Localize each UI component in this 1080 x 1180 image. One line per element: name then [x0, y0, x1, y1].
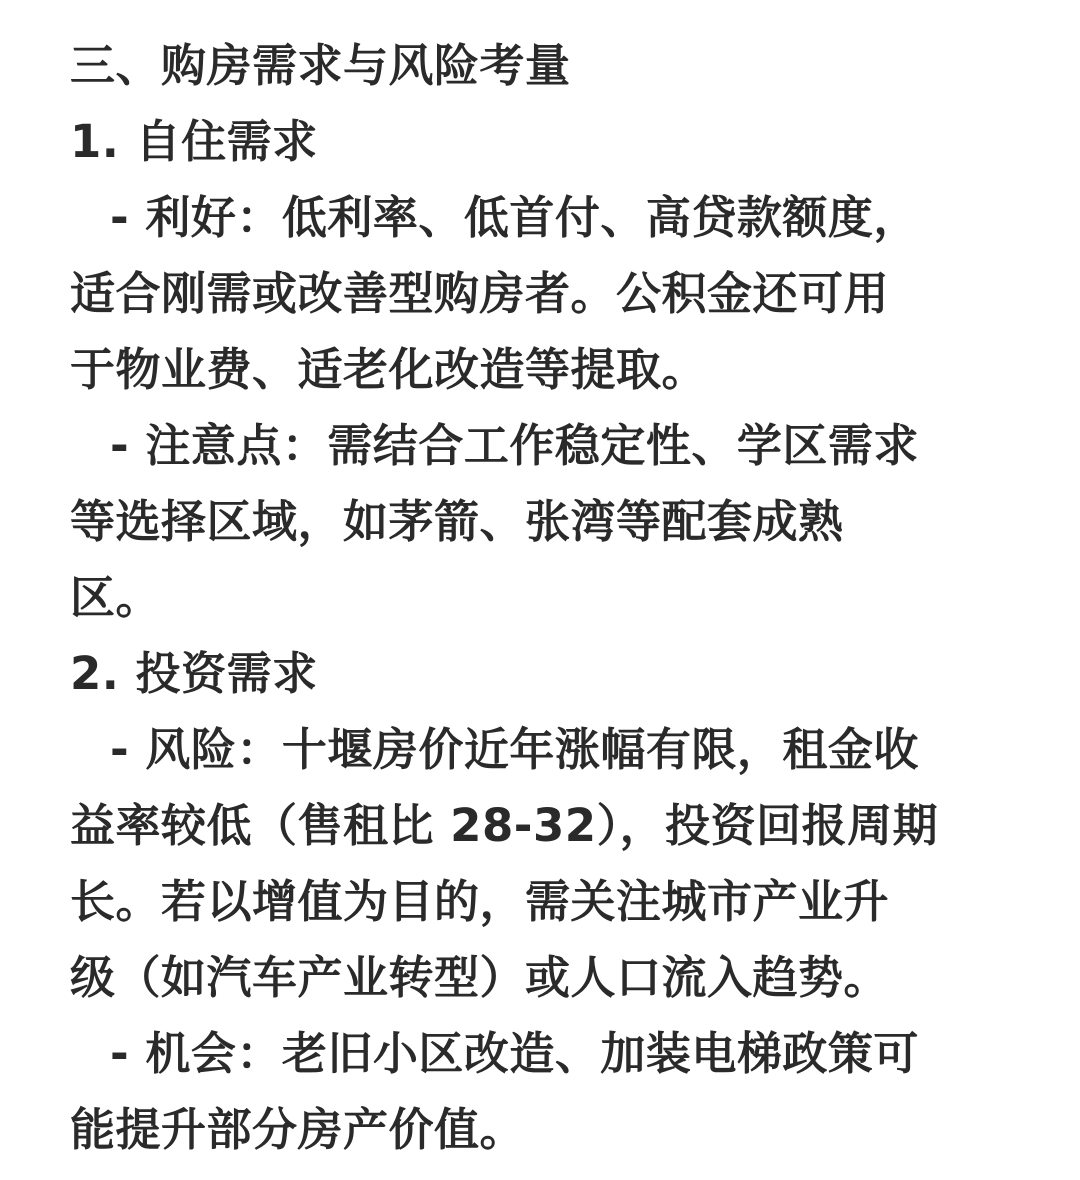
item-heading-self-use: 1. 自住需求 — [70, 115, 318, 168]
paragraph-line: 区。 — [70, 571, 162, 624]
paragraph-line: 适合刚需或改善型购房者。公积金还可用 — [70, 267, 890, 320]
paragraph-line: - 注意点：需结合工作稳定性、学区需求 — [110, 419, 919, 472]
paragraph-self-use-pros — [70, 180, 1010, 408]
paragraph-line: - 利好：低利率、低首付、高贷款额度， — [110, 191, 919, 244]
item-heading-investment: 2. 投资需求 — [70, 647, 318, 700]
paragraph-line: 等选择区域，如茅箭、张湾等配套成熟 — [70, 495, 844, 548]
paragraph-line: - 风险：十堰房价近年涨幅有限，租金收 — [110, 723, 919, 776]
paragraph-self-use-notes — [70, 408, 1010, 636]
paragraph-investment-opportunity — [70, 1016, 1010, 1168]
paragraph-line: 能提升部分房产价值。 — [70, 1103, 526, 1156]
paragraph-line: 益率较低（售租比 28-32），投资回报周期 — [70, 799, 939, 852]
paragraph-line: 级（如汽车产业转型）或人口流入趋势。 — [70, 951, 890, 1004]
paragraph-line: 长。若以增值为目的，需关注城市产业升 — [70, 875, 890, 928]
document-body — [70, 28, 1010, 1168]
paragraph-line: 于物业费、适老化改造等提取。 — [70, 343, 708, 396]
section-title: 三、购房需求与风险考量 — [70, 39, 571, 92]
paragraph-investment-risk — [70, 712, 1010, 1016]
paragraph-line: - 机会：老旧小区改造、加装电梯政策可 — [110, 1027, 919, 1080]
